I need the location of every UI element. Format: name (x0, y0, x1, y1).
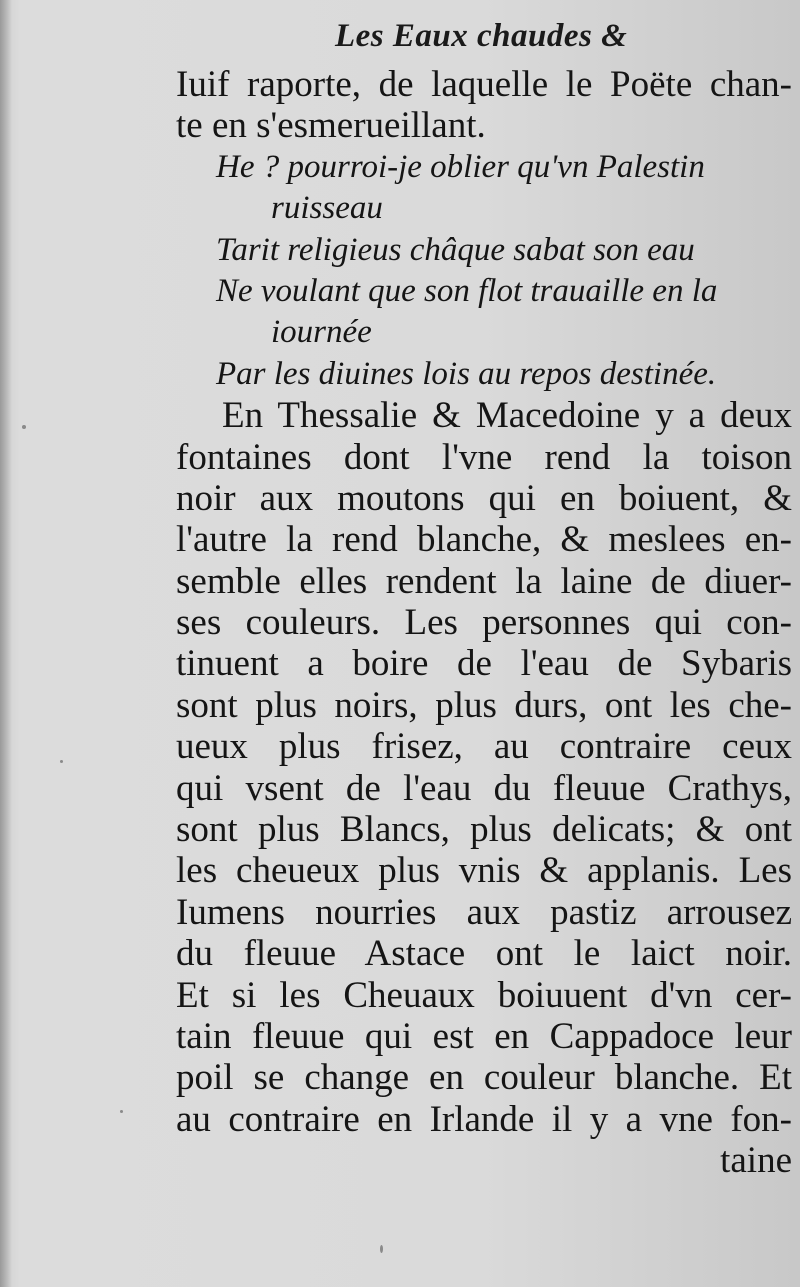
running-head: Les Eaux chaudes & (335, 18, 628, 54)
text-line: sont plus noirs, plus durs, ont les che- (176, 684, 792, 726)
text-line: les cheueux plus vnis & applanis. Les (176, 850, 792, 892)
text-line: poil se change en couleur blanche. Et (176, 1057, 792, 1099)
text-line: te en s'esmerueillant. (176, 105, 486, 147)
verse-line: He ? pourroi-je oblier qu'vn Palestin (216, 148, 705, 185)
text-line: Iuif raporte, de laquelle le Poëte chan- (176, 64, 792, 105)
verse-line: Ne voulant que son flot trauaille en la (216, 272, 718, 309)
text-line: fontaines dont l'vne rend la toison (176, 436, 792, 478)
verse-line: Par les diuines lois au repos destinée. (216, 355, 717, 392)
text-line: tain fleuue qui est en Cappadoce leur (176, 1015, 792, 1057)
paper-speck (120, 1110, 123, 1113)
text-line: du fleuue Astace ont le laict noir. (176, 933, 792, 975)
catchword: taine (720, 1140, 792, 1182)
page-text (176, 64, 792, 1182)
text-line: noir aux moutons qui en boiuent, & (176, 477, 792, 519)
text-line: l'autre la rend blanche, & meslees en- (176, 519, 792, 561)
text-line: En Thessalie & Macedoine y a deux (222, 395, 792, 437)
text-line: ses couleurs. Les personnes qui con- (176, 602, 792, 644)
text-line: au contraire en Irlande il y a vne fon- (176, 1098, 792, 1140)
text-line: ueux plus frisez, au contraire ceux (176, 726, 792, 768)
verse-line: ruisseau (271, 190, 383, 227)
text-line: tinuent a boire de l'eau de Sybaris (176, 643, 792, 685)
text-line: qui vsent de l'eau du fleuue Crathys, (176, 767, 792, 809)
verse-line: iournée (271, 314, 372, 351)
paper-speck (60, 760, 63, 763)
text-line: sont plus Blancs, plus delicats; & ont (176, 809, 792, 851)
text-line: semble elles rendent la laine de diuer- (176, 560, 792, 602)
text-line: Iumens nourries aux pastiz arrousez (176, 891, 792, 933)
text-line: Et si les Cheuaux boiuuent d'vn cer- (176, 974, 792, 1016)
paper-speck (22, 425, 26, 429)
paper-speck (380, 1245, 383, 1253)
spine-shadow (0, 0, 12, 1287)
verse-line: Tarit religieus châque sabat son eau (216, 231, 695, 268)
